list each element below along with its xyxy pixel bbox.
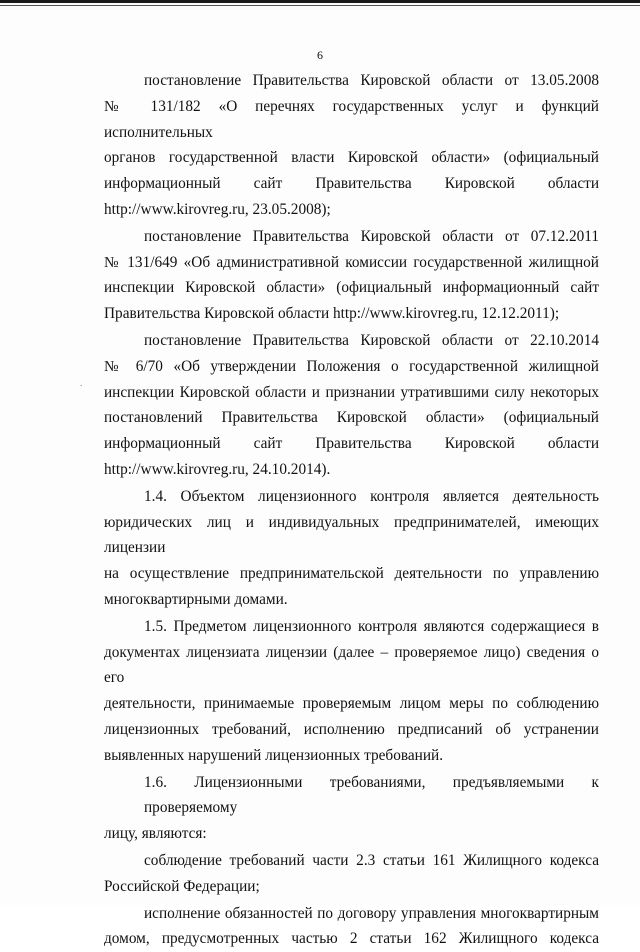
text-line: выявленных нарушений лицензионных требований. <box>104 743 599 769</box>
text-line: 1.4. Объектом лицензионного контроля является деятельность <box>104 484 599 510</box>
margin-mark: . <box>80 378 82 388</box>
document-body <box>104 68 599 952</box>
text-line: Правительства Кировской области http://www.kirovreg.ru, 12.12.2011); <box>104 301 599 327</box>
requirement-item <box>104 848 599 900</box>
top-border-shadow-line <box>0 5 640 6</box>
text-line: документах лицензиата лицензии (далее – проверяемое лицо) сведения о его <box>104 640 599 692</box>
text-line: инспекции Кировской области» (официальный информационный сайт <box>104 275 599 301</box>
text-line: лицу, являются: <box>104 821 599 847</box>
text-line: постановление Правительства Кировской области от 07.12.2011 <box>104 224 599 250</box>
paragraph-decree-07-12-2011 <box>104 224 599 327</box>
text-line: на осуществление предпринимательской деятельности по управлению <box>104 561 599 587</box>
text-line: № 6/70 «Об утверждении Положения о государственной жилищной <box>104 354 599 380</box>
text-line: лицензионных требований, исполнению предписаний об устранении <box>104 717 599 743</box>
text-line: домом, предусмотренных частью 2 статьи 162 Жилищного кодекса <box>104 926 599 952</box>
text-line: 1.6. Лицензионными требованиями, предъявляемыми к проверяемому <box>104 770 599 822</box>
text-line: http://www.kirovreg.ru, 24.10.2014). <box>104 457 599 483</box>
text-line: постановление Правительства Кировской области от 13.05.2008 <box>104 68 599 94</box>
text-line: органов государственной власти Кировской области» (официальный <box>104 145 599 171</box>
paragraph-1-6 <box>104 770 599 847</box>
text-line: № 131/649 «Об административной комиссии государственной жилищной <box>104 250 599 276</box>
text-line: 1.5. Предметом лицензионного контроля являются содержащиеся в <box>104 614 599 640</box>
text-line: соблюдение требований части 2.3 статьи 161 Жилищного кодекса <box>104 848 599 874</box>
top-border-line <box>0 0 640 3</box>
paragraph-1-4 <box>104 484 599 613</box>
paragraph-decree-13-05-2008 <box>104 68 599 223</box>
text-line: № 131/182 «О перечнях государственных услуг и функций исполнительных <box>104 94 599 146</box>
requirement-item <box>104 901 599 952</box>
text-line: Российской Федерации; <box>104 874 599 900</box>
text-line: постановлений Правительства Кировской области» (официальный <box>104 405 599 431</box>
paragraph-1-5 <box>104 614 599 769</box>
text-line: постановление Правительства Кировской области от 22.10.2014 <box>104 328 599 354</box>
text-line: юридических лиц и индивидуальных предпринимателей, имеющих лицензии <box>104 510 599 562</box>
text-line: инспекции Кировской области и признании утратившими силу некоторых <box>104 380 599 406</box>
text-line: http://www.kirovreg.ru, 23.05.2008); <box>104 197 599 223</box>
text-line: деятельности, принимаемые проверяемым лицом меры по соблюдению <box>104 691 599 717</box>
text-line: информационный сайт Правительства Кировской области <box>104 171 599 197</box>
text-line: исполнение обязанностей по договору управления многоквартирным <box>104 901 599 927</box>
text-line: информационный сайт Правительства Кировской области <box>104 431 599 457</box>
page-number: 6 <box>0 48 640 63</box>
paragraph-decree-22-10-2014 <box>104 328 599 483</box>
text-line: многоквартирными домами. <box>104 587 599 613</box>
